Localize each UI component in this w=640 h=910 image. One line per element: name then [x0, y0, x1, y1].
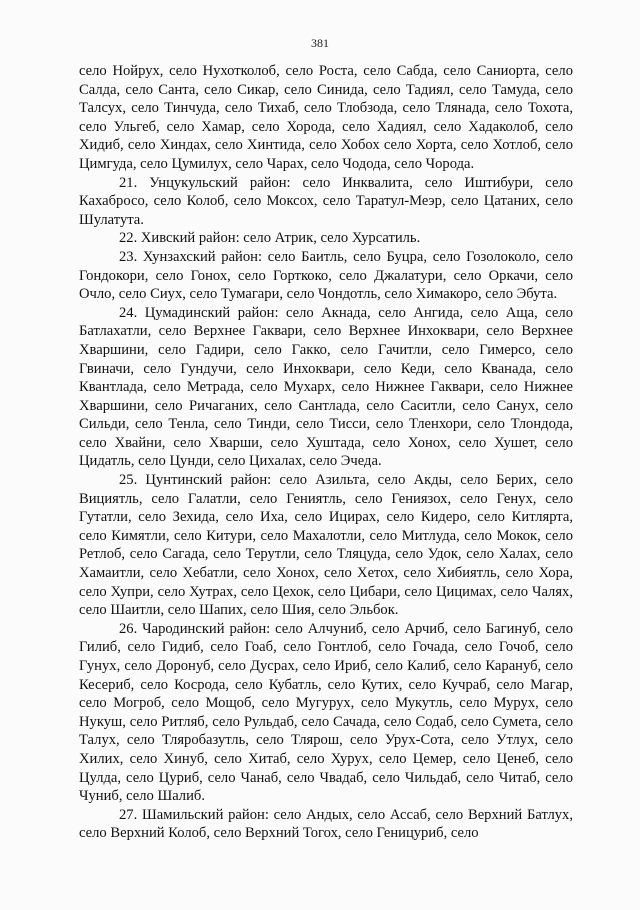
paragraph-25: 25. Цунтинский район: село Азильта, село Акды, село Берих, село Вициятль, село Галатли, село Гениятль, село Гениязох, село Генух, село Гутатли, село Зехида, село Иха, село Ицирах, село Кидеро, село Китлярта, село Кимятли, село Китури, село Махалотли, село Митлуда, село Мокок, село Ретлоб, село Сагада, село Терутли, село Тляцуда, село Удок, село Халах, село Хамаитли, село Хебатли, село Хонох, село Хетох, село Хибиятль, село Хора, село Хупри, село Хутрах, село Цехок, село Цибари, село Цицимах, село Чалях, село Шаитли, село Шапих, село Шия, село Эльбок.	[79, 472, 573, 619]
paragraph-23: 23. Хунзахский район: село Баитль, село Буцра, село Гозолоколо, село Гондокори, село Гонох, село Горткоко, село Джалатури, село Оркачи, село Очло, село Сиух, село Тумагари, село Чондотль, село Химакоро, село Эбута.	[79, 248, 573, 303]
document-body	[79, 62, 573, 843]
paragraph-20-continuation: село Нойрух, село Нухотколоб, село Роста, село Сабда, село Саниорта, село Салда, село Санта, село Сикар, село Синида, село Тадиял, село Тамуда, село Талсух, село Тинчуда, село Тихаб, село Тлобзода, село Тлянада, село Тохота, село Ульгеб, село Хамар, село Хорода, село Хадиял, село Хадаколоб, село Хидиб, село Хиндах, село Хинтида, село Хобох село Хорта, село Хотлоб, село Цимгуда, село Цумилух, село Чарах, село Чодода, село Чорода.	[79, 63, 573, 172]
paragraph-22: 22. Хивский район: село Атрик, село Хурсатиль.	[119, 230, 421, 247]
paragraph-26: 26. Чародинский район: село Алчуниб, село Арчиб, село Багинуб, село Гилиб, село Гидиб, село Гоаб, село Гонтлоб, село Гочада, село Гочоб, село Гунух, село Доронуб, село Дусрах, село Ириб, село Калиб, село Карануб, село Кесериб, село Косрода, село Кубатль, село Кутих, село Кучраб, село Магар, село Могроб, село Мощоб, село Мугурух, село Мукутль, село Мурух, село Нукуш, село Ритляб, село Рульдаб, село Сачада, село Содаб, село Сумета, село Талух, село Тляробазутль, село Тлярош, село Урух-Сота, село Утлух, село Хилих, село Хинуб, село Хитаб, село Хурух, село Цемер, село Ценеб, село Цулда, село Цуриб, село Чанаб, село Чвадаб, село Чильдаб, село Читаб, село Чуниб, село Шалиб.	[79, 620, 573, 805]
paragraph-24: 24. Цумадинский район: село Акнада, село Ангида, село Аща, село Батлахатли, село Верхнее Гаквари, село Верхнее Инхоквари, село Верхнее Хваршини, село Гадири, село Гакко, село Гачитли, село Гимерсо, село Гвиначи, село Гундучи, село Инхоквари, село Кеди, село Кванада, село Квантлада, село Метрада, село Мухарх, село Нижнее Гаквари, село Нижнее Хваршини, село Ричаганих, село Сантлада, село Саситли, село Санух, село Сильди, село Тенла, село Тинди, село Тисси, село Тленхори, село Тлондода, село Хвайни, село Хварши, село Хуштада, село Хонох, село Хушет, село Цидатль, село Цунди, село Цихалах, село Эчеда.	[79, 304, 573, 470]
paragraph-21: 21. Унцукульский район: село Инквалита, село Иштибури, село Кахабросо, село Колоб, село Моксох, село Таратул-Меэр, село Цатаних, село Шулатута.	[79, 174, 573, 228]
page-number: 381	[311, 36, 329, 50]
paragraph-27: 27. Шамильский район: село Андых, село Ассаб, село Верхний Батлух, село Верхний Колоб, село Верхний Тогох, село Геницуриб, село	[79, 806, 573, 842]
